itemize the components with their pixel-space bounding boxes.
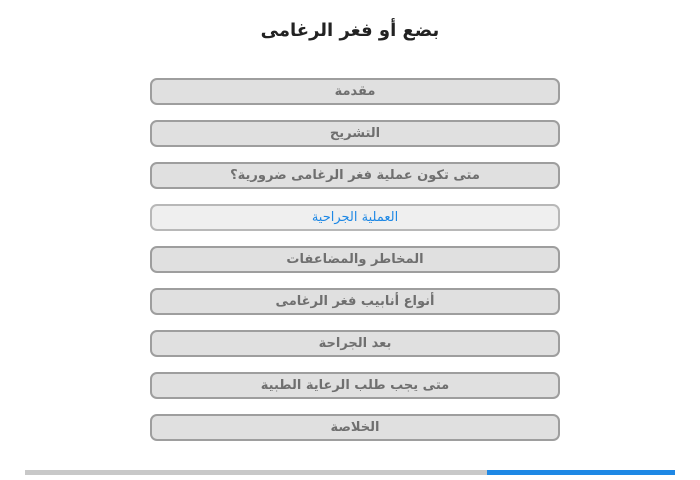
menu-item-anatomy[interactable]: التشريح (150, 120, 560, 147)
menu-item-summary[interactable]: الخلاصة (150, 414, 560, 441)
menu-item-risks-complications[interactable]: المخاطر والمضاعفات (150, 246, 560, 273)
menu-item-after-surgery[interactable]: بعد الجراحة (150, 330, 560, 357)
menu-item-surgical-procedure[interactable]: العملية الجراحية (150, 204, 560, 231)
menu-item-tube-types[interactable]: أنواع أنابيب فغر الرغامى (150, 288, 560, 315)
progress-bar-fill (487, 470, 676, 475)
menu-item-introduction[interactable]: مقدمة (150, 78, 560, 105)
page-title: بضع أو فغر الرغامى (260, 20, 440, 42)
menu-item-when-necessary[interactable]: متى تكون عملية فغر الرغامى ضرورية؟ (150, 162, 560, 189)
chapter-menu (150, 78, 560, 456)
progress-bar (25, 470, 675, 475)
menu-item-when-seek-care[interactable]: متى يجب طلب الرعاية الطبية (150, 372, 560, 399)
